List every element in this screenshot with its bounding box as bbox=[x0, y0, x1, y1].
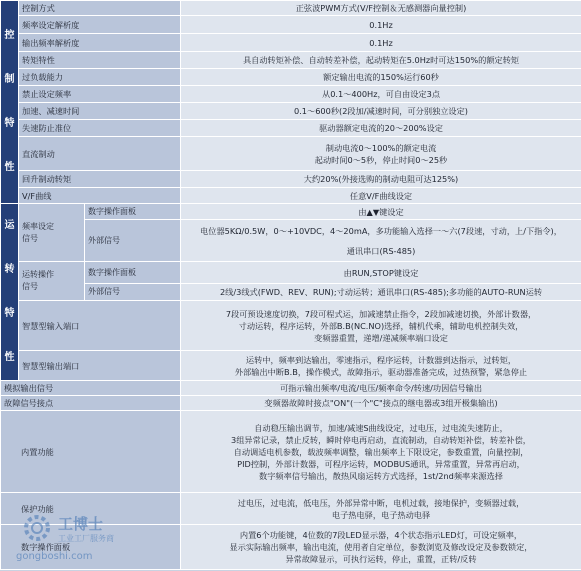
value-vf-curve: 任意V/F曲线设定 bbox=[181, 188, 581, 204]
row-run-signal-panel bbox=[1, 262, 581, 284]
row-builtin bbox=[1, 411, 581, 493]
row-vf-curve bbox=[1, 188, 581, 204]
value-run-panel: 由RUN,STOP键设定 bbox=[181, 262, 581, 284]
row-dc-brake bbox=[1, 137, 581, 171]
row-freq-signal-external bbox=[1, 220, 581, 262]
label-torque: 转矩特性 bbox=[19, 52, 181, 69]
label-run-panel: 数字操作面板 bbox=[85, 262, 181, 284]
value-protection: 过电压，过电流，低电压，外部异常中断，电机过载，接地保护，变频器过载， 电子热电驿，电子热动电驿 bbox=[181, 493, 581, 525]
value-freq-resolution: 0.1Hz bbox=[181, 16, 581, 34]
category-control-characteristics: 控 制 特 性 bbox=[1, 1, 19, 204]
value-stall: 驱动器额定电流的20～200%设定 bbox=[181, 120, 581, 137]
row-protection bbox=[1, 493, 581, 525]
watermark-url: gongboshi.com bbox=[16, 551, 93, 562]
value-freq-external: 电位器5KΩ/0.5W，0～+10VDC，4～20mA，多功能输入选择一～六(7段速，寸动，上/下指令)， 通讯串口(RS-485) bbox=[181, 220, 581, 262]
value-dc-brake: 制动电流0～100%的额定电流 起动时间0～5秒，停止时间0～25秒 bbox=[181, 137, 581, 171]
value-analog-out: 可指示输出频率/电流/电压/频率命令/转速/功因信号输出 bbox=[181, 381, 581, 396]
watermark-subtitle: 工业工厂服务商 bbox=[58, 534, 114, 543]
value-overload: 额定输出电流的150%运行60秒 bbox=[181, 69, 581, 86]
row-smart-output bbox=[1, 351, 581, 381]
value-freq-panel: 由▲▼键设定 bbox=[181, 204, 581, 220]
value-panel-func: 内置6个功能键，4位数的7段LED显示器，4个状态指示LED灯，可设定频率， 显示实际输出频率，输出电流，使用者自定单位，参数浏览及修改设定及参数锁定， 异常故障显示，可执行运转，停止，重置，正转/反转 bbox=[181, 525, 581, 570]
label-skip-freq: 禁止设定频率 bbox=[19, 86, 181, 103]
watermark-title: 工博士 bbox=[58, 515, 104, 533]
row-panel-func bbox=[1, 525, 581, 570]
label-run-external: 外部信号 bbox=[85, 284, 181, 301]
category-run-characteristics: 运 转 特 性 bbox=[1, 204, 19, 381]
value-regen: 大约20%(外接选购的制动电阻可达125%) bbox=[181, 171, 581, 188]
label-smart-output: 智慧型输出端口 bbox=[19, 351, 181, 381]
label-smart-input: 智慧型输入端口 bbox=[19, 301, 181, 351]
row-out-resolution bbox=[1, 34, 581, 52]
value-smart-output: 运转中，频率到达输出，零速指示，程序运转，计数器到达指示，过转矩， 外部输出中断B.B，操作模式，故障指示，驱动器准备完成，过热预警，紧急停止 bbox=[181, 351, 581, 381]
value-out-resolution: 0.1Hz bbox=[181, 34, 581, 52]
label-freq-external: 外部信号 bbox=[85, 220, 181, 262]
row-skip-freq bbox=[1, 86, 581, 103]
label-freq-resolution: 频率设定解析度 bbox=[19, 16, 181, 34]
value-fault-contact: 变频器故障时接点"ON"(一个"C"接点的继电器或3组开极集输出) bbox=[181, 396, 581, 411]
label-overload: 过负载能力 bbox=[19, 69, 181, 86]
row-control-mode bbox=[1, 1, 581, 16]
label-freq-panel: 数字操作面板 bbox=[85, 204, 181, 220]
label-accel: 加速、减速时间 bbox=[19, 103, 181, 120]
label-analog-out: 模拟输出信号 bbox=[1, 381, 181, 396]
label-run-signal: 运转操作 信号 bbox=[19, 262, 85, 301]
row-analog-out bbox=[1, 381, 581, 396]
row-accel bbox=[1, 103, 581, 120]
label-out-resolution: 输出频率解析度 bbox=[19, 34, 181, 52]
label-dc-brake: 直流制动 bbox=[19, 137, 181, 171]
value-control-mode: 正弦波PWM方式(V/F控制＆无感测器向量控制) bbox=[181, 1, 581, 16]
value-skip-freq: 从0.1～400Hz，可自由设定3点 bbox=[181, 86, 581, 103]
label-freq-signal: 频率设定 信号 bbox=[19, 204, 85, 262]
value-builtin: 自动稳压输出调节，加速/减速S曲线设定，过电压，过电流失速防止， 3组异常记录，禁止反转，瞬时停电再启动，直流制动，自动转矩补偿，转差补偿， 自动调适电机参数，载波频率调整，输出频率上下限设定，参数重置，向量控制， PID控制，外部计数器，可程序运转，MODBUS通讯，异常重置，异常再启动， 数字频率信号输出，散热风扇运转方式选择，1st/2nd频率来源选择 bbox=[181, 411, 581, 493]
row-torque bbox=[1, 52, 581, 69]
row-regen bbox=[1, 171, 581, 188]
label-protection: 保护功能 bbox=[1, 493, 181, 525]
row-freq-signal-panel bbox=[1, 204, 581, 220]
value-run-external: 2线/3线式(FWD、REV、RUN);寸动运转；通讯串口(RS-485);多功能的AUTO-RUN运转 bbox=[181, 284, 581, 301]
value-torque: 具自动转矩补偿、自动转差补偿，起动转矩在5.0Hz时可达150%的额定转矩 bbox=[181, 52, 581, 69]
label-stall: 失速防止准位 bbox=[19, 120, 181, 137]
label-fault-contact: 故障信号接点 bbox=[1, 396, 181, 411]
row-overload bbox=[1, 69, 581, 86]
label-control-mode: 控制方式 bbox=[19, 1, 181, 16]
label-vf-curve: V/F曲线 bbox=[19, 188, 181, 204]
row-freq-resolution bbox=[1, 16, 581, 34]
label-panel-func: 数字操作面板 bbox=[1, 525, 181, 570]
row-smart-input bbox=[1, 301, 581, 351]
row-stall bbox=[1, 120, 581, 137]
value-accel: 0.1～600秒(2段加/减速时间，可分别独立设定) bbox=[181, 103, 581, 120]
row-fault-contact bbox=[1, 396, 581, 411]
label-regen: 回升制动转矩 bbox=[19, 171, 181, 188]
row-run-signal-external bbox=[1, 284, 581, 301]
value-smart-input: 7段可预设速度切换，7段可程式运，加减速禁止指令，2段加减速切换，外部计数器， 寸动运转，程序运转，外部B.B(NC.NO)选择，辅机代乘，辅助电机控制失效， 变频器重置，递增/递减频率端口设定 bbox=[181, 301, 581, 351]
label-builtin: 内置功能 bbox=[1, 411, 181, 493]
